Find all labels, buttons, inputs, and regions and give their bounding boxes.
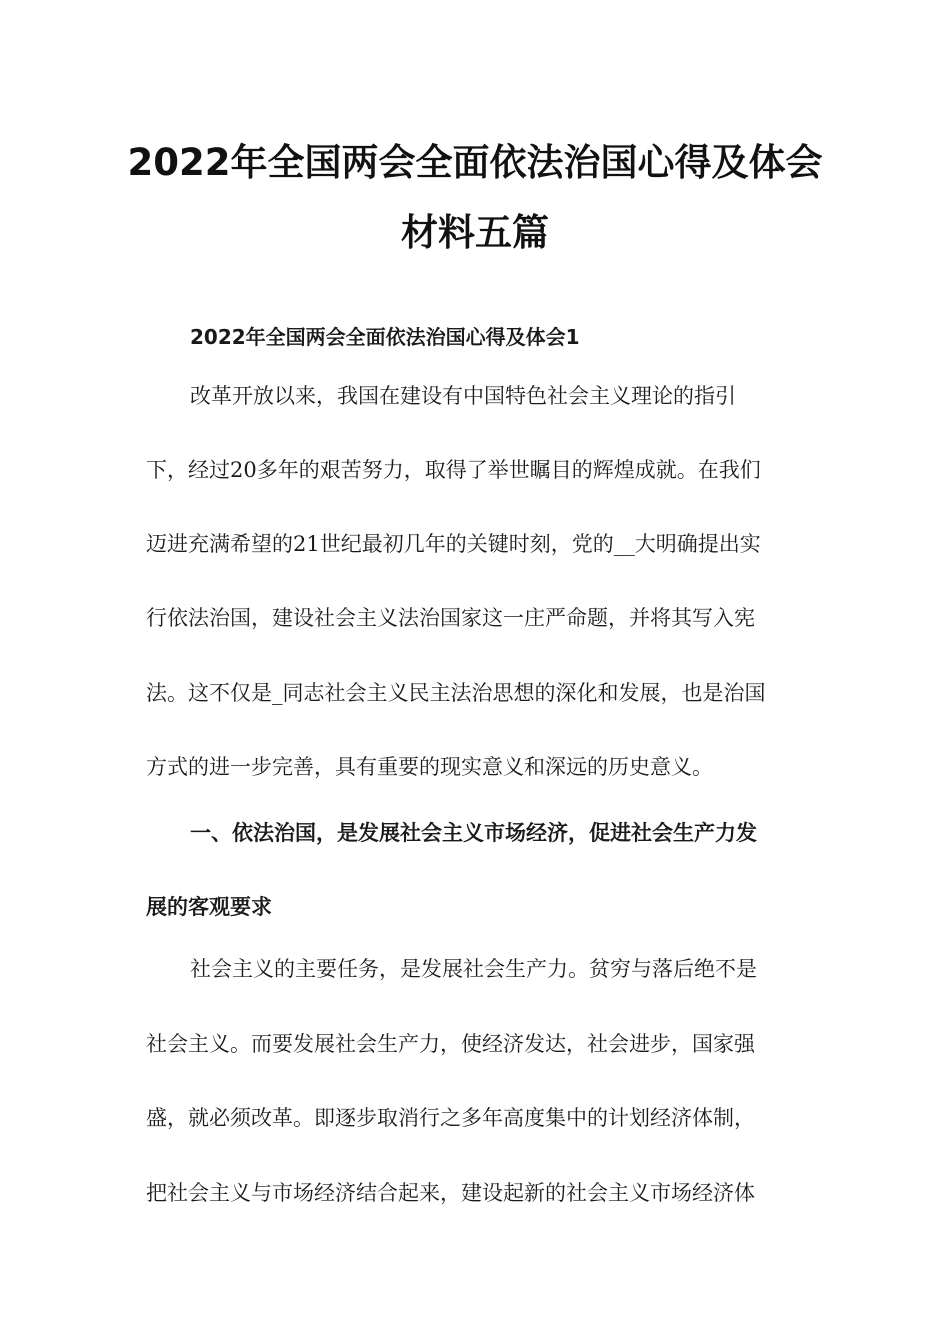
point-heading-line-2: 展的客观要求: [146, 895, 272, 919]
document-title-line-1: 2022年全国两会全面依法治国心得及体会: [127, 141, 823, 184]
paragraph-1-line-3: 迈进充满希望的21世纪最初几年的关键时刻，党的__大明确提出实: [146, 532, 761, 556]
paragraph-2-line-4: 把社会主义与市场经济结合起来，建设起新的社会主义市场经济体: [146, 1181, 755, 1205]
paragraph-2-line-1: 社会主义的主要任务，是发展社会生产力。贫穷与落后绝不是: [190, 957, 757, 981]
paragraph-1-line-4: 行依法治国，建设社会主义法治国家这一庄严命题，并将其写入宪: [146, 606, 755, 630]
paragraph-1-line-1: 改革开放以来，我国在建设有中国特色社会主义理论的指引: [190, 384, 736, 408]
paragraph-1-line-6: 方式的进一步完善，具有重要的现实意义和深远的历史意义。: [146, 755, 713, 779]
point-heading-line-1: 一、依法治国，是发展社会主义市场经济，促进社会生产力发: [190, 821, 757, 845]
document-title-line-2: 材料五篇: [401, 211, 549, 254]
paragraph-1-line-2: 下，经过20多年的艰苦努力，取得了举世瞩目的辉煌成就。在我们: [146, 458, 761, 482]
paragraph-1-line-5: 法。这不仅是_同志社会主义民主法治思想的深化和发展，也是治国: [146, 681, 766, 705]
paragraph-2-line-2: 社会主义。而要发展社会生产力，使经济发达，社会进步，国家强: [146, 1032, 755, 1056]
section-heading: 2022年全国两会全面依法治国心得及体会1: [190, 325, 580, 349]
paragraph-2-line-3: 盛，就必须改革。即逐步取消行之多年高度集中的计划经济体制，: [146, 1106, 755, 1130]
